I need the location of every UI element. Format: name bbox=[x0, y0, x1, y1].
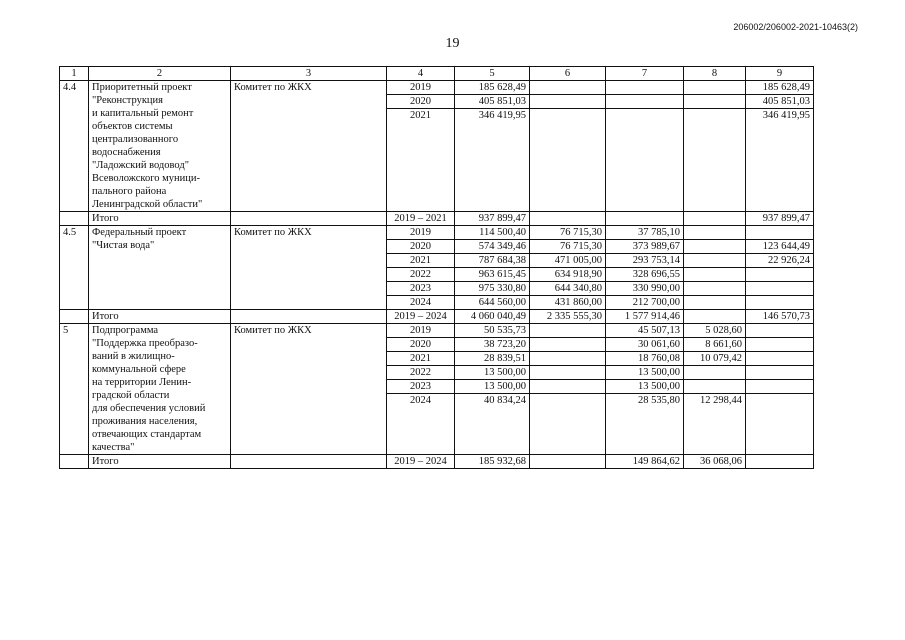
amount-cell bbox=[746, 226, 814, 240]
document-id: 206002/206002-2021-10463(2) bbox=[733, 22, 858, 32]
total-blank bbox=[231, 455, 387, 469]
year-cell: 2022 bbox=[387, 268, 455, 282]
section-number: 5 bbox=[60, 324, 89, 455]
year-cell: 2021 bbox=[387, 352, 455, 366]
total-amount: 149 864,62 bbox=[606, 455, 684, 469]
amount-cell bbox=[530, 338, 606, 352]
amount-cell: 50 535,73 bbox=[455, 324, 530, 338]
total-blank bbox=[231, 310, 387, 324]
year-cell: 2020 bbox=[387, 338, 455, 352]
total-label: Итого bbox=[89, 212, 231, 226]
column-number: 6 bbox=[530, 67, 606, 81]
section-name-line: Подпрограмма bbox=[92, 325, 159, 336]
total-amount: 185 932,68 bbox=[455, 455, 530, 469]
section-name-line: для обеспечения условий bbox=[92, 403, 206, 414]
amount-cell: 644 560,00 bbox=[455, 296, 530, 310]
amount-cell: 13 500,00 bbox=[606, 366, 684, 380]
total-amount: 146 570,73 bbox=[746, 310, 814, 324]
amount-cell bbox=[530, 109, 606, 212]
responsible-body: Комитет по ЖКХ bbox=[231, 324, 387, 455]
section-name-line: Приоритетный проект bbox=[92, 82, 192, 93]
amount-cell: 13 500,00 bbox=[455, 366, 530, 380]
section-name-line: пального района bbox=[92, 186, 167, 197]
amount-cell bbox=[684, 282, 746, 296]
amount-cell: 18 760,08 bbox=[606, 352, 684, 366]
column-number: 2 bbox=[89, 67, 231, 81]
section-name-line: коммунальной сфере bbox=[92, 364, 186, 375]
section-name-line: водоснабжения bbox=[92, 147, 161, 158]
column-number-row bbox=[60, 67, 814, 81]
year-cell: 2022 bbox=[387, 366, 455, 380]
amount-cell: 76 715,30 bbox=[530, 226, 606, 240]
total-amount: 937 899,47 bbox=[746, 212, 814, 226]
column-number: 7 bbox=[606, 67, 684, 81]
amount-cell: 634 918,90 bbox=[530, 268, 606, 282]
amount-cell: 114 500,40 bbox=[455, 226, 530, 240]
amount-cell bbox=[684, 380, 746, 394]
amount-cell bbox=[530, 324, 606, 338]
amount-cell: 574 349,46 bbox=[455, 240, 530, 254]
amount-cell bbox=[746, 324, 814, 338]
amount-cell bbox=[746, 338, 814, 352]
total-label: Итого bbox=[89, 455, 231, 469]
amount-cell bbox=[746, 394, 814, 455]
year-cell: 2019 bbox=[387, 226, 455, 240]
section-name-line: на территории Ленин- bbox=[92, 377, 192, 388]
total-period: 2019 – 2021 bbox=[387, 212, 455, 226]
amount-cell: 787 684,38 bbox=[455, 254, 530, 268]
amount-cell: 13 500,00 bbox=[455, 380, 530, 394]
total-blank bbox=[231, 212, 387, 226]
table-row bbox=[60, 81, 814, 95]
amount-cell bbox=[530, 352, 606, 366]
total-amount bbox=[746, 455, 814, 469]
column-number: 1 bbox=[60, 67, 89, 81]
total-period: 2019 – 2024 bbox=[387, 455, 455, 469]
year-cell: 2020 bbox=[387, 240, 455, 254]
total-amount: 36 068,06 bbox=[684, 455, 746, 469]
responsible-body: Комитет по ЖКХ bbox=[231, 226, 387, 310]
amount-cell bbox=[530, 95, 606, 109]
section-name-line: Ленинградской области" bbox=[92, 199, 203, 210]
column-number: 9 bbox=[746, 67, 814, 81]
section-name-line: "Реконструкция bbox=[92, 95, 163, 106]
amount-cell: 13 500,00 bbox=[606, 380, 684, 394]
column-number: 8 bbox=[684, 67, 746, 81]
total-amount: 937 899,47 bbox=[455, 212, 530, 226]
amount-cell bbox=[606, 95, 684, 109]
section-number: 4.4 bbox=[60, 81, 89, 212]
amount-cell: 5 028,60 bbox=[684, 324, 746, 338]
financing-table bbox=[59, 66, 814, 469]
amount-cell bbox=[746, 296, 814, 310]
total-blank bbox=[60, 455, 89, 469]
amount-cell: 963 615,45 bbox=[455, 268, 530, 282]
amount-cell bbox=[606, 109, 684, 212]
amount-cell: 405 851,03 bbox=[455, 95, 530, 109]
year-cell: 2019 bbox=[387, 81, 455, 95]
section-name-line: централизованного bbox=[92, 134, 179, 145]
amount-cell bbox=[684, 240, 746, 254]
table-row bbox=[60, 324, 814, 338]
year-cell: 2020 bbox=[387, 95, 455, 109]
amount-cell bbox=[746, 282, 814, 296]
section-name-line: и капитальный ремонт bbox=[92, 108, 194, 119]
amount-cell bbox=[746, 380, 814, 394]
total-period: 2019 – 2024 bbox=[387, 310, 455, 324]
column-number: 5 bbox=[455, 67, 530, 81]
amount-cell: 30 061,60 bbox=[606, 338, 684, 352]
amount-cell: 346 419,95 bbox=[746, 109, 814, 212]
amount-cell bbox=[606, 81, 684, 95]
total-blank bbox=[60, 212, 89, 226]
amount-cell bbox=[684, 296, 746, 310]
amount-cell bbox=[746, 366, 814, 380]
section-name-line: проживания населения, bbox=[92, 416, 198, 427]
page-number: 19 bbox=[445, 36, 460, 51]
section-name-line: градской области bbox=[92, 390, 170, 401]
amount-cell bbox=[684, 109, 746, 212]
amount-cell: 123 644,49 bbox=[746, 240, 814, 254]
year-cell: 2024 bbox=[387, 394, 455, 455]
section-name-line: Всеволожского муници- bbox=[92, 173, 201, 184]
total-label: Итого bbox=[89, 310, 231, 324]
amount-cell: 10 079,42 bbox=[684, 352, 746, 366]
total-amount bbox=[530, 212, 606, 226]
total-amount bbox=[606, 212, 684, 226]
table-row bbox=[60, 226, 814, 240]
amount-cell bbox=[684, 95, 746, 109]
amount-cell: 975 330,80 bbox=[455, 282, 530, 296]
section-name-line: "Ладожский водовод" bbox=[92, 160, 189, 171]
total-amount: 1 577 914,46 bbox=[606, 310, 684, 324]
amount-cell bbox=[684, 254, 746, 268]
year-cell: 2021 bbox=[387, 109, 455, 212]
amount-cell: 373 989,67 bbox=[606, 240, 684, 254]
section-name-line: Федеральный проект bbox=[92, 227, 187, 238]
amount-cell: 185 628,49 bbox=[455, 81, 530, 95]
total-amount: 2 335 555,30 bbox=[530, 310, 606, 324]
amount-cell bbox=[530, 394, 606, 455]
amount-cell: 37 785,10 bbox=[606, 226, 684, 240]
amount-cell: 28 839,51 bbox=[455, 352, 530, 366]
responsible-body: Комитет по ЖКХ bbox=[231, 81, 387, 212]
year-cell: 2019 bbox=[387, 324, 455, 338]
year-cell: 2021 bbox=[387, 254, 455, 268]
amount-cell: 328 696,55 bbox=[606, 268, 684, 282]
column-number: 4 bbox=[387, 67, 455, 81]
section-name bbox=[89, 226, 231, 310]
total-row bbox=[60, 455, 814, 469]
amount-cell: 8 661,60 bbox=[684, 338, 746, 352]
total-blank bbox=[60, 310, 89, 324]
amount-cell: 185 628,49 bbox=[746, 81, 814, 95]
amount-cell bbox=[684, 268, 746, 282]
total-amount bbox=[684, 310, 746, 324]
total-row bbox=[60, 310, 814, 324]
section-name-line: "Поддержка преобразо- bbox=[92, 338, 198, 349]
section-name bbox=[89, 324, 231, 455]
amount-cell: 12 298,44 bbox=[684, 394, 746, 455]
amount-cell: 38 723,20 bbox=[455, 338, 530, 352]
section-name-line: качества" bbox=[92, 442, 135, 453]
amount-cell bbox=[530, 380, 606, 394]
section-name-line: отвечающих стандартам bbox=[92, 429, 202, 440]
column-number: 3 bbox=[231, 67, 387, 81]
year-cell: 2024 bbox=[387, 296, 455, 310]
amount-cell: 330 990,00 bbox=[606, 282, 684, 296]
amount-cell: 40 834,24 bbox=[455, 394, 530, 455]
amount-cell bbox=[746, 352, 814, 366]
year-cell: 2023 bbox=[387, 282, 455, 296]
section-name-line: ваний в жилищно- bbox=[92, 351, 175, 362]
total-row bbox=[60, 212, 814, 226]
amount-cell: 346 419,95 bbox=[455, 109, 530, 212]
amount-cell bbox=[684, 226, 746, 240]
amount-cell: 471 005,00 bbox=[530, 254, 606, 268]
section-name-line: "Чистая вода" bbox=[92, 240, 155, 251]
amount-cell bbox=[746, 268, 814, 282]
amount-cell bbox=[530, 81, 606, 95]
total-amount bbox=[530, 455, 606, 469]
amount-cell bbox=[530, 366, 606, 380]
amount-cell: 45 507,13 bbox=[606, 324, 684, 338]
section-name bbox=[89, 81, 231, 212]
total-amount bbox=[684, 212, 746, 226]
amount-cell: 76 715,30 bbox=[530, 240, 606, 254]
amount-cell bbox=[684, 81, 746, 95]
amount-cell: 644 340,80 bbox=[530, 282, 606, 296]
amount-cell: 28 535,80 bbox=[606, 394, 684, 455]
amount-cell: 22 926,24 bbox=[746, 254, 814, 268]
section-name-line: объектов системы bbox=[92, 121, 173, 132]
total-amount: 4 060 040,49 bbox=[455, 310, 530, 324]
year-cell: 2023 bbox=[387, 380, 455, 394]
amount-cell: 212 700,00 bbox=[606, 296, 684, 310]
section-number: 4.5 bbox=[60, 226, 89, 310]
amount-cell: 293 753,14 bbox=[606, 254, 684, 268]
amount-cell: 431 860,00 bbox=[530, 296, 606, 310]
amount-cell bbox=[684, 366, 746, 380]
amount-cell: 405 851,03 bbox=[746, 95, 814, 109]
